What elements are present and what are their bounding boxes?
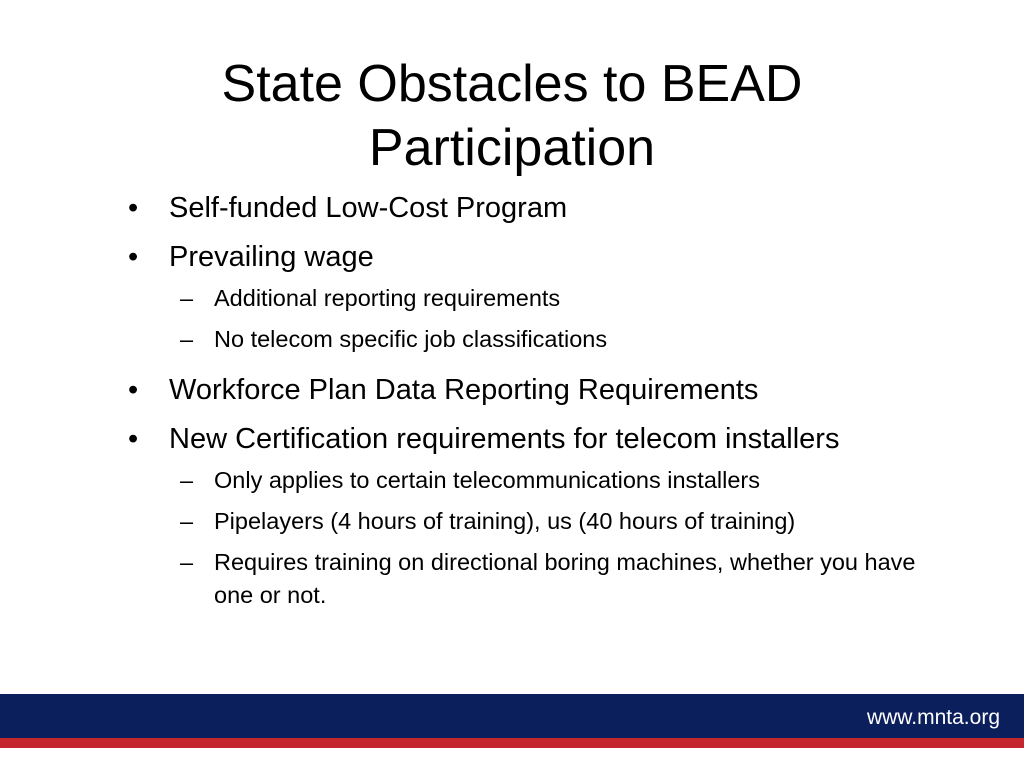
bullet-marker: • (128, 192, 139, 224)
sub-bullet-item (120, 505, 940, 538)
bullet-text: New Certification requirements for telecom installers (169, 423, 840, 455)
sub-bullet-marker: – (180, 549, 194, 575)
bullet-item (120, 237, 940, 277)
bullet-item (120, 188, 940, 228)
bullet-item (120, 370, 940, 410)
footer-url: www.mnta.org (866, 706, 1000, 729)
slide-title-line-2: Participation (368, 119, 656, 177)
sub-bullet-marker: – (180, 326, 194, 352)
slide-title-line-1: State Obstacles to BEAD (221, 55, 803, 113)
sub-bullet-marker: – (180, 285, 194, 311)
sub-bullet-text: No telecom specific job classifications (214, 326, 608, 352)
bullet-list (120, 188, 940, 626)
sub-bullet-text: Only applies to certain telecommunications installers (214, 467, 760, 493)
sub-bullet-item (120, 546, 940, 612)
sub-bullet-text: Requires training on directional boring machines, whether you have one or not. (214, 549, 916, 608)
sub-bullet-marker: – (180, 467, 194, 493)
sub-bullet-text: Additional reporting requirements (214, 285, 561, 311)
bullet-marker: • (128, 423, 139, 455)
sub-bullet-item (120, 323, 940, 356)
sub-bullet-marker: – (180, 508, 194, 534)
sub-bullet-list (120, 282, 940, 356)
bullet-marker: • (128, 374, 139, 406)
bullet-item (120, 419, 940, 459)
bullet-text: Workforce Plan Data Reporting Requirements (169, 374, 759, 406)
slide-title (0, 52, 1024, 180)
footer-stripe (0, 738, 1024, 748)
bullet-text: Prevailing wage (169, 241, 374, 273)
bullet-text: Self-funded Low-Cost Program (169, 192, 568, 224)
sub-bullet-item (120, 464, 940, 497)
sub-bullet-list (120, 464, 940, 612)
bullet-marker: • (128, 241, 139, 273)
sub-bullet-item (120, 282, 940, 315)
sub-bullet-text: Pipelayers (4 hours of training), us (40 hours of training) (214, 508, 796, 534)
